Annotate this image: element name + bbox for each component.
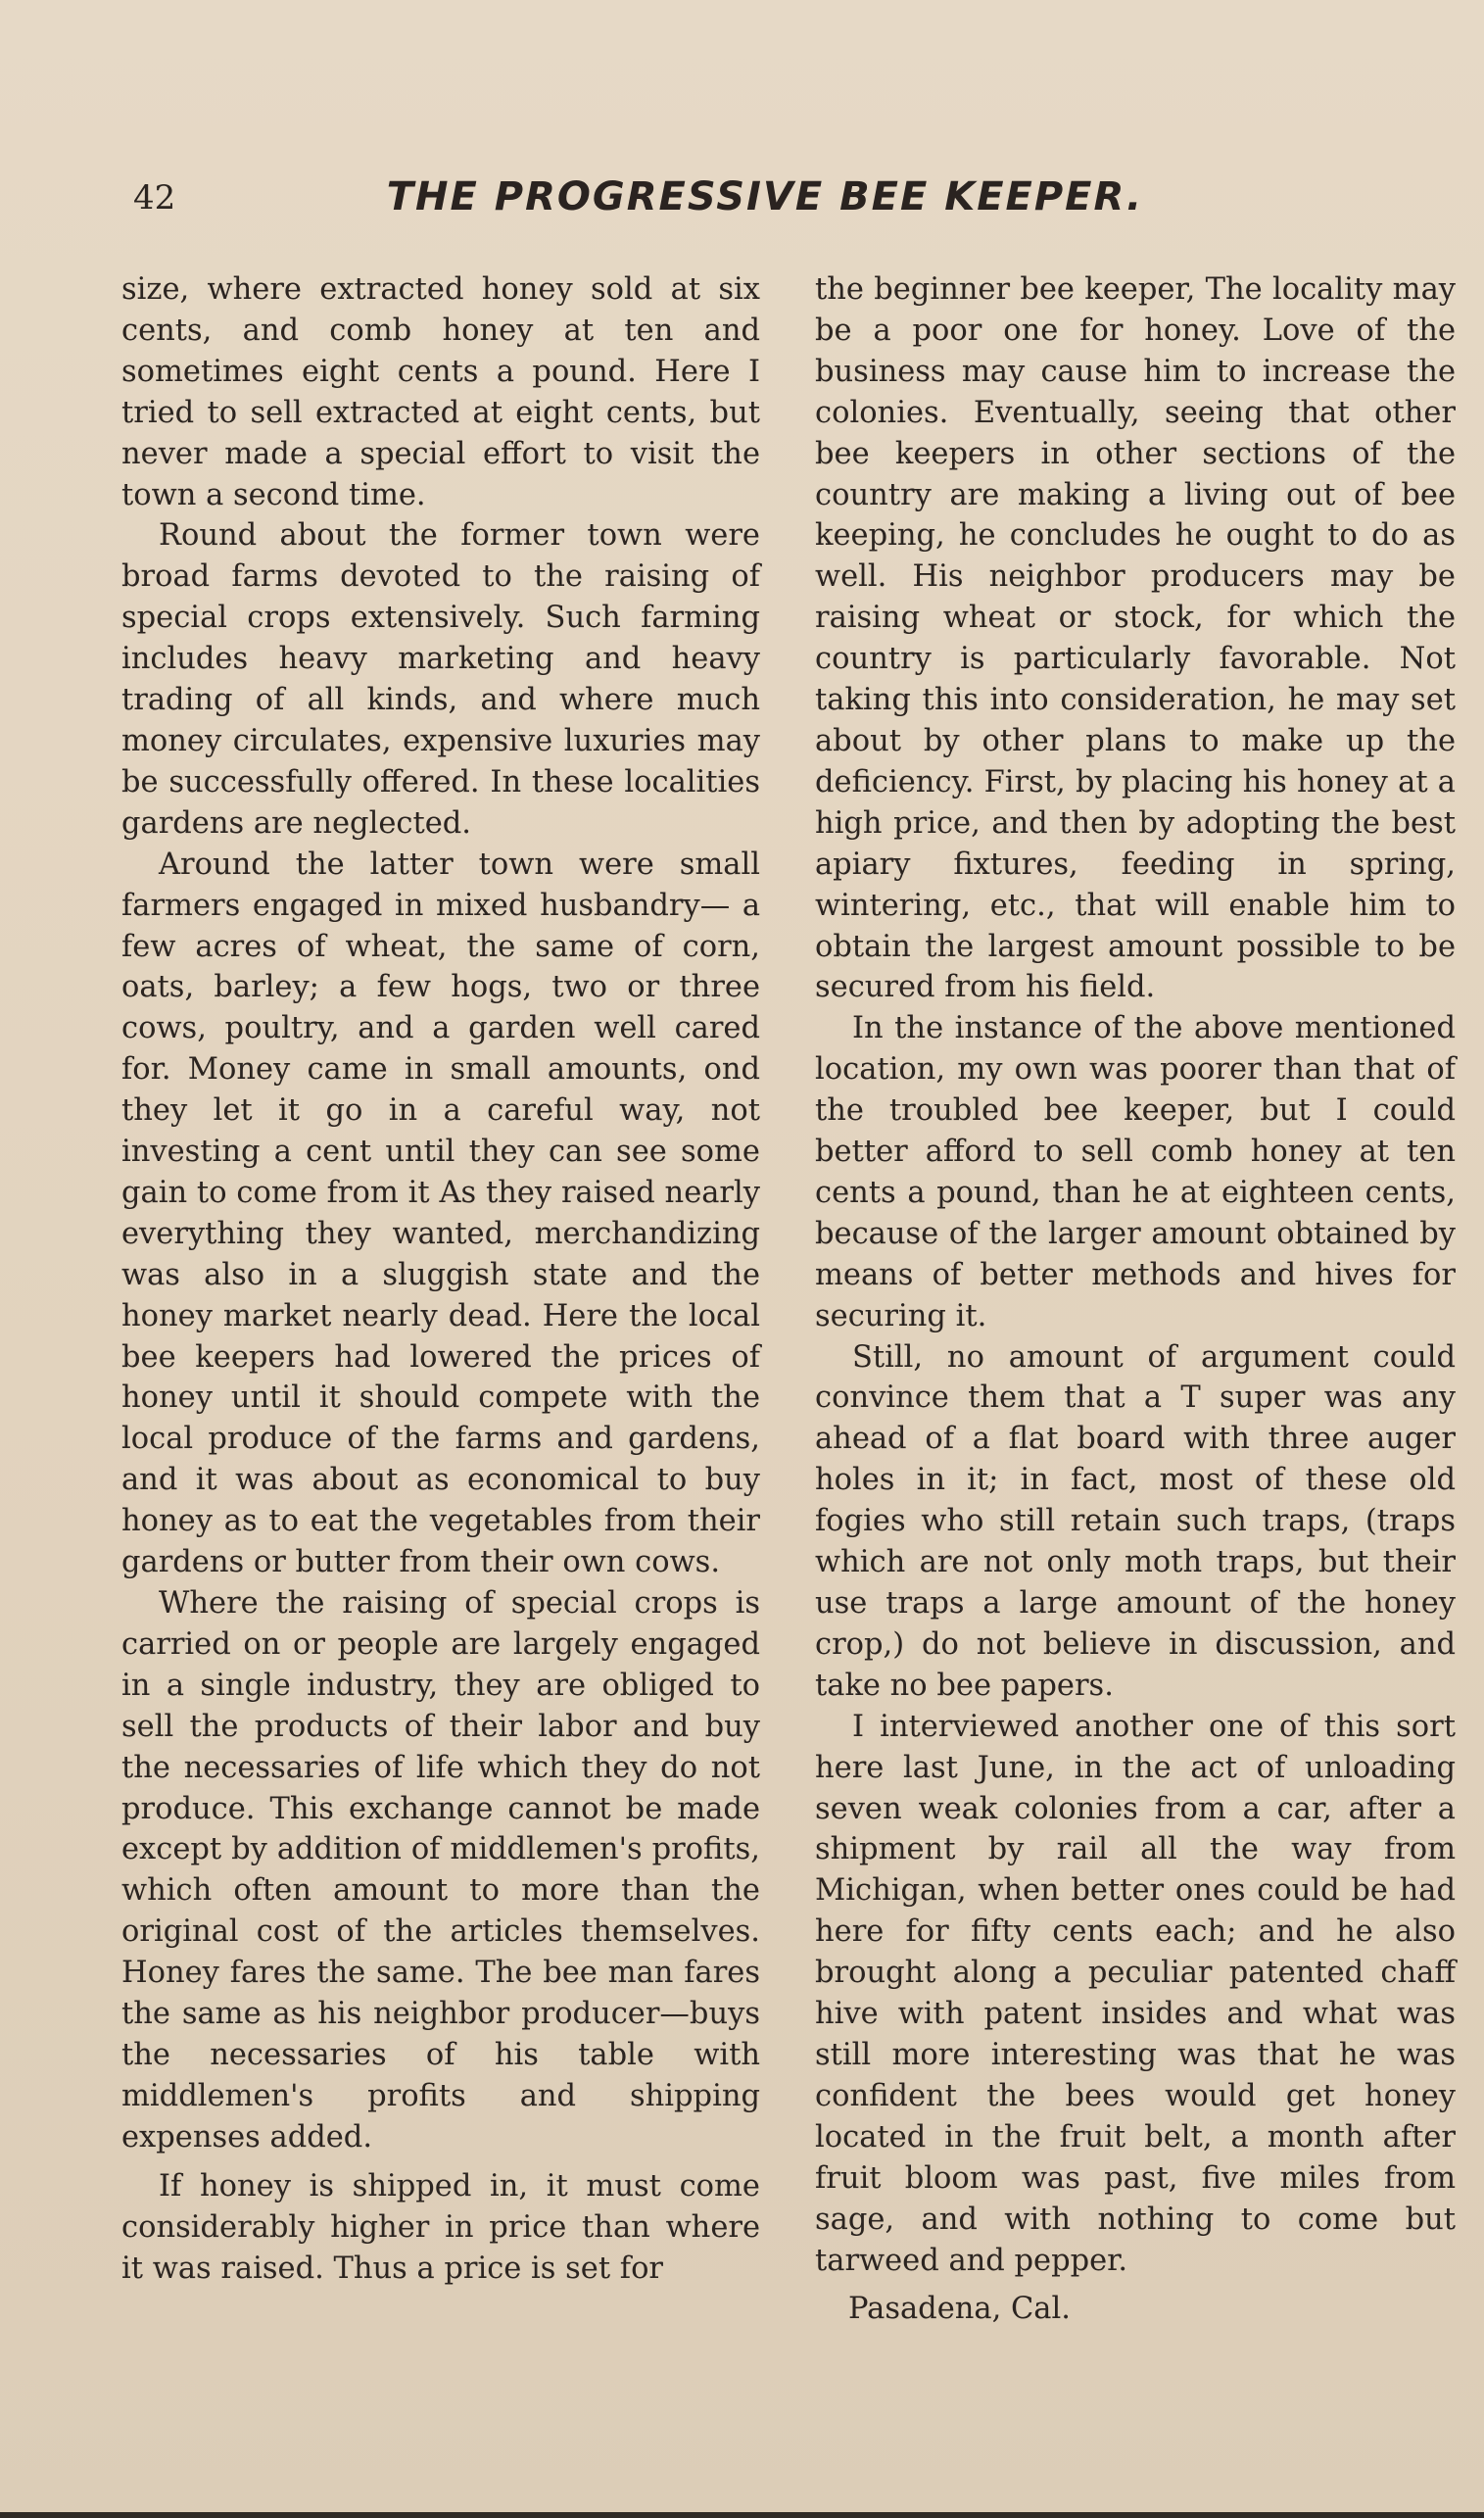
- article-signoff: Pasadena, Cal.: [848, 2292, 1071, 2327]
- left-column: [121, 269, 760, 2289]
- paragraph: size, where extracted honey sold at six cents, and comb honey at ten and sometimes eight cents a pound. Here I tried to sell extracted at eight cents, but never made a special effort to visit the town a second time.: [121, 272, 760, 512]
- paragraph: the beginner bee keeper, The locality may be a poor one for honey. Love of the business may cause him to increase the colonies. Eventually, seeing that other bee keepers in other sections of the country are making a living out of bee keeping, he concludes he ought to do as well. His neighbor producers may be raising wheat or stock, for which the country is particularly favorable. Not taking this into consideration, he may set about by other plans to make up the deficiency. First, by placing his honey at a high price, and then by adopting the best apiary fixtures, feeding in spring, wintering, etc., that will enable him to obtain the largest amount possible to be secured from his field.: [815, 272, 1456, 1005]
- page-number: 42: [133, 178, 176, 218]
- paragraph: In the instance of the above mentioned location, my own was poorer than that of the troubled bee keeper, but I could better afford to sell comb honey at ten cents a pound, than he at eighteen cents, because of the larger amount obtained by means of better methods and hives for securing it.: [815, 1011, 1456, 1333]
- paragraph: Where the raising of special crops is carried on or people are largely engaged in a single industry, they are obliged to sell the products of their labor and buy the necessaries of life which they do not produce. This exchange cannot be made except by addition of middlemen's profits, which often amount to more than the original cost of the articles themselves. Honey fares the same. The bee man fares the same as his neighbor producer—buys the necessaries of his table with middlemen's profits and shipping expenses added.: [121, 1586, 760, 2155]
- paragraph: Round about the former town were broad farms devoted to the raising of special crops extensively. Such farming includes heavy marketing and heavy trading of all kinds, and where much money circulates, expensive luxuries may be successfully offered. In these localities gardens are neglected.: [121, 518, 760, 841]
- paragraph: Around the latter town were small farmers engaged in mixed husbandry— a few acres of wheat, the same of corn, oats, barley; a few hogs, two or three cows, poultry, and a garden well cared for. Money came in small amounts, ond they let it go in a careful way, not investing a cent until they can see some gain to come from it As they raised nearly everything they wanted, merchandizing was also in a sluggish state and the honey market nearly dead. Here the local bee keepers had lowered the prices of honey until it should compete with the local produce of the farms and gardens, and it was about as economical to buy honey as to eat the vegetables from their gardens or butter from their own cows.: [121, 847, 760, 1580]
- running-title: THE PROGRESSIVE BEE KEEPER.: [386, 174, 1144, 219]
- paragraph: If honey is shipped in, it must come considerably higher in price than where it was raised. Thus a price is set for: [121, 2168, 760, 2286]
- paragraph: I interviewed another one of this sort here last June, in the act of unloading seven weak colonies from a car, after a shipment by rail all the way from Michigan, when better ones could be had here for fifty cents each; and he also brought along a peculiar patented chaff hive with patent insides and what was still more interesting was that he was confident the bees would get honey located in the fruit belt, a month after fruit bloom was past, five miles from sage, and with nothing to come but tarweed and pepper.: [815, 1709, 1456, 2278]
- paragraph: Still, no amount of argument could convince them that a T super was any ahead of a flat board with three auger holes in it; in fact, most of these old fogies who still retain such traps, (traps which are not only moth traps, but their use traps a large amount of the honey crop,) do not believe in discussion, and take no bee papers.: [815, 1339, 1456, 1703]
- page-header: [133, 174, 1367, 229]
- page-bottom-edge: [0, 2512, 1484, 2518]
- right-column: [815, 269, 1456, 2330]
